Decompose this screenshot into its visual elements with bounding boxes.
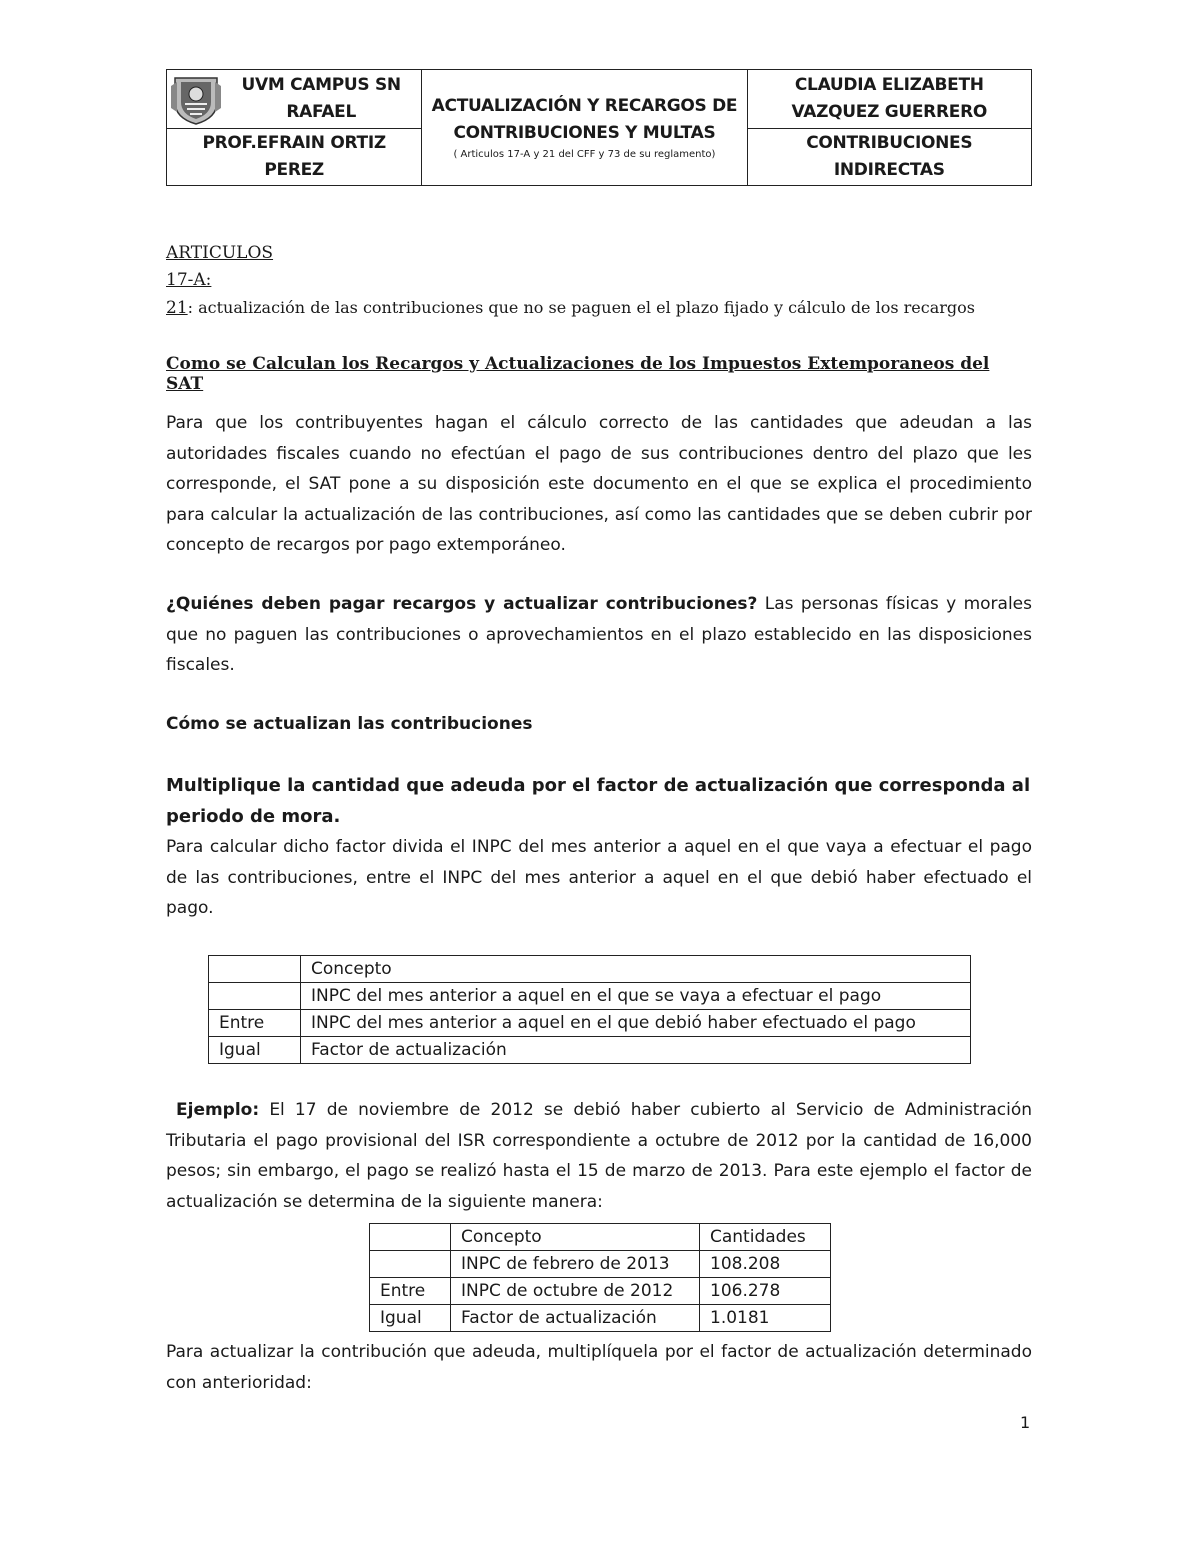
- subject-line-1: CONTRIBUCIONES: [806, 133, 973, 153]
- campus-line-2: RAFAEL: [286, 102, 357, 122]
- who-answer: Las personas físicas y morales que no paguen las contribuciones o aprovechamientos en el plazo establecido en las disposiciones fiscales.: [166, 594, 1032, 676]
- table-cell: Igual: [209, 1037, 301, 1064]
- table-cell: [209, 956, 301, 983]
- factor-paragraph: Para calcular dicho factor divida el INPC del mes anterior a aquel en el que vaya a efectuar el pago de las contribuciones, entre el INPC del mes anterior a aquel en el que debió haber efectuado el pago.: [166, 837, 1032, 919]
- table-row: [209, 1037, 971, 1064]
- example-text: El 17 de noviembre de 2012 se debió haber cubierto al Servicio de Administración Tributaria el pago provisional del ISR correspondiente a octubre de 2012 por la cantidad de 16,000 pesos; sin embargo, el pago se realizó hasta el 15 de marzo de 2013. Para este ejemplo el factor de actualización se determina de la siguiente manera:: [166, 1100, 1032, 1212]
- table-row: [209, 983, 971, 1010]
- subject-cell: [747, 129, 1031, 186]
- who-question: ¿Quiénes deben pagar recargos y actualizar contribuciones?: [166, 594, 758, 614]
- articles-heading: ARTICULOS: [166, 243, 274, 263]
- author-cell: [747, 70, 1031, 129]
- table-row: [209, 1010, 971, 1037]
- how-heading: Cómo se actualizan las contribuciones: [166, 714, 533, 734]
- table-row: [370, 1251, 831, 1278]
- title-subtitle: ( Articulos 17-A y 21 del CFF y 73 de su reglamento): [453, 148, 716, 160]
- table-row: [370, 1305, 831, 1332]
- subject-line-2: INDIRECTAS: [833, 160, 945, 180]
- table-cell: Entre: [209, 1010, 301, 1037]
- table-cell: Concepto: [301, 956, 971, 983]
- table-row: [370, 1278, 831, 1305]
- table-cell: [209, 983, 301, 1010]
- table-cell: 108.208: [700, 1251, 831, 1278]
- campus-cell: [167, 70, 422, 129]
- title-cell: [422, 70, 747, 186]
- example-table: [369, 1223, 831, 1332]
- title-line-1: ACTUALIZACIÓN Y RECARGOS DE: [431, 95, 738, 116]
- table-cell: 1.0181: [700, 1305, 831, 1332]
- closing-paragraph: Para actualizar la contribución que adeuda, multiplíquela por el factor de actualización determinado con anterioridad:: [166, 1342, 1032, 1393]
- table-cell: Entre: [370, 1278, 451, 1305]
- author-line-1: CLAUDIA ELIZABETH: [794, 75, 984, 95]
- table-cell: INPC de febrero de 2013: [451, 1251, 700, 1278]
- articles-block: [166, 240, 1032, 322]
- table-cell: INPC del mes anterior a aquel en el que debió haber efectuado el pago: [301, 1010, 971, 1037]
- page-number: 1: [1020, 1413, 1031, 1432]
- table-cell: INPC del mes anterior a aquel en el que se vaya a efectuar el pago: [301, 983, 971, 1010]
- header-table: [166, 69, 1032, 186]
- concept-table: [208, 955, 971, 1064]
- professor-line-1: PROF.EFRAIN ORTIZ: [202, 133, 386, 153]
- table-cell: Concepto: [451, 1224, 700, 1251]
- table-cell: [370, 1224, 451, 1251]
- professor-line-2: PEREZ: [264, 160, 324, 180]
- table-cell: Factor de actualización: [301, 1037, 971, 1064]
- article-17a: 17-A:: [166, 270, 212, 290]
- table-cell: Igual: [370, 1305, 451, 1332]
- author-line-2: VAZQUEZ GUERRERO: [791, 102, 988, 122]
- table-row: [209, 956, 971, 983]
- title-line-2: CONTRIBUCIONES Y MULTAS: [453, 122, 716, 143]
- university-crest-icon: [169, 72, 223, 126]
- table-row: [370, 1224, 831, 1251]
- table-cell: Factor de actualización: [451, 1305, 700, 1332]
- multiply-heading: Multiplique la cantidad que adeuda por el factor de actualización que corresponda al periodo de mora.: [166, 775, 1031, 827]
- article-21-text: : actualización de las contribuciones que no se paguen el el plazo fijado y cálculo de los recargos: [187, 298, 976, 317]
- intro-paragraph: Para que los contribuyentes hagan el cálculo correcto de las cantidades que adeudan a las autoridades fiscales cuando no efectúan el pago de sus contribuciones dentro del plazo que les corresponde, el SAT pone a su disposición este documento en el que se explica el procedimiento para calcular la actualización de las contribuciones, así como las cantidades que se deben cubrir por concepto de recargos por pago extemporáneo.: [166, 413, 1032, 556]
- campus-line-1: UVM CAMPUS SN: [241, 75, 401, 95]
- example-label: Ejemplo:: [176, 1100, 260, 1120]
- who-paragraph: [166, 589, 1032, 681]
- section-title: Como se Calculan los Recargos y Actualizaciones de los Impuestos Extemporaneos del SAT: [166, 354, 990, 394]
- table-cell: Cantidades: [700, 1224, 831, 1251]
- article-21-number: 21: [166, 298, 188, 318]
- table-cell: 106.278: [700, 1278, 831, 1305]
- table-cell: INPC de octubre de 2012: [451, 1278, 700, 1305]
- professor-cell: [167, 129, 422, 186]
- article-21: [166, 294, 1032, 322]
- example-paragraph: [166, 1095, 1032, 1217]
- table-cell: [370, 1251, 451, 1278]
